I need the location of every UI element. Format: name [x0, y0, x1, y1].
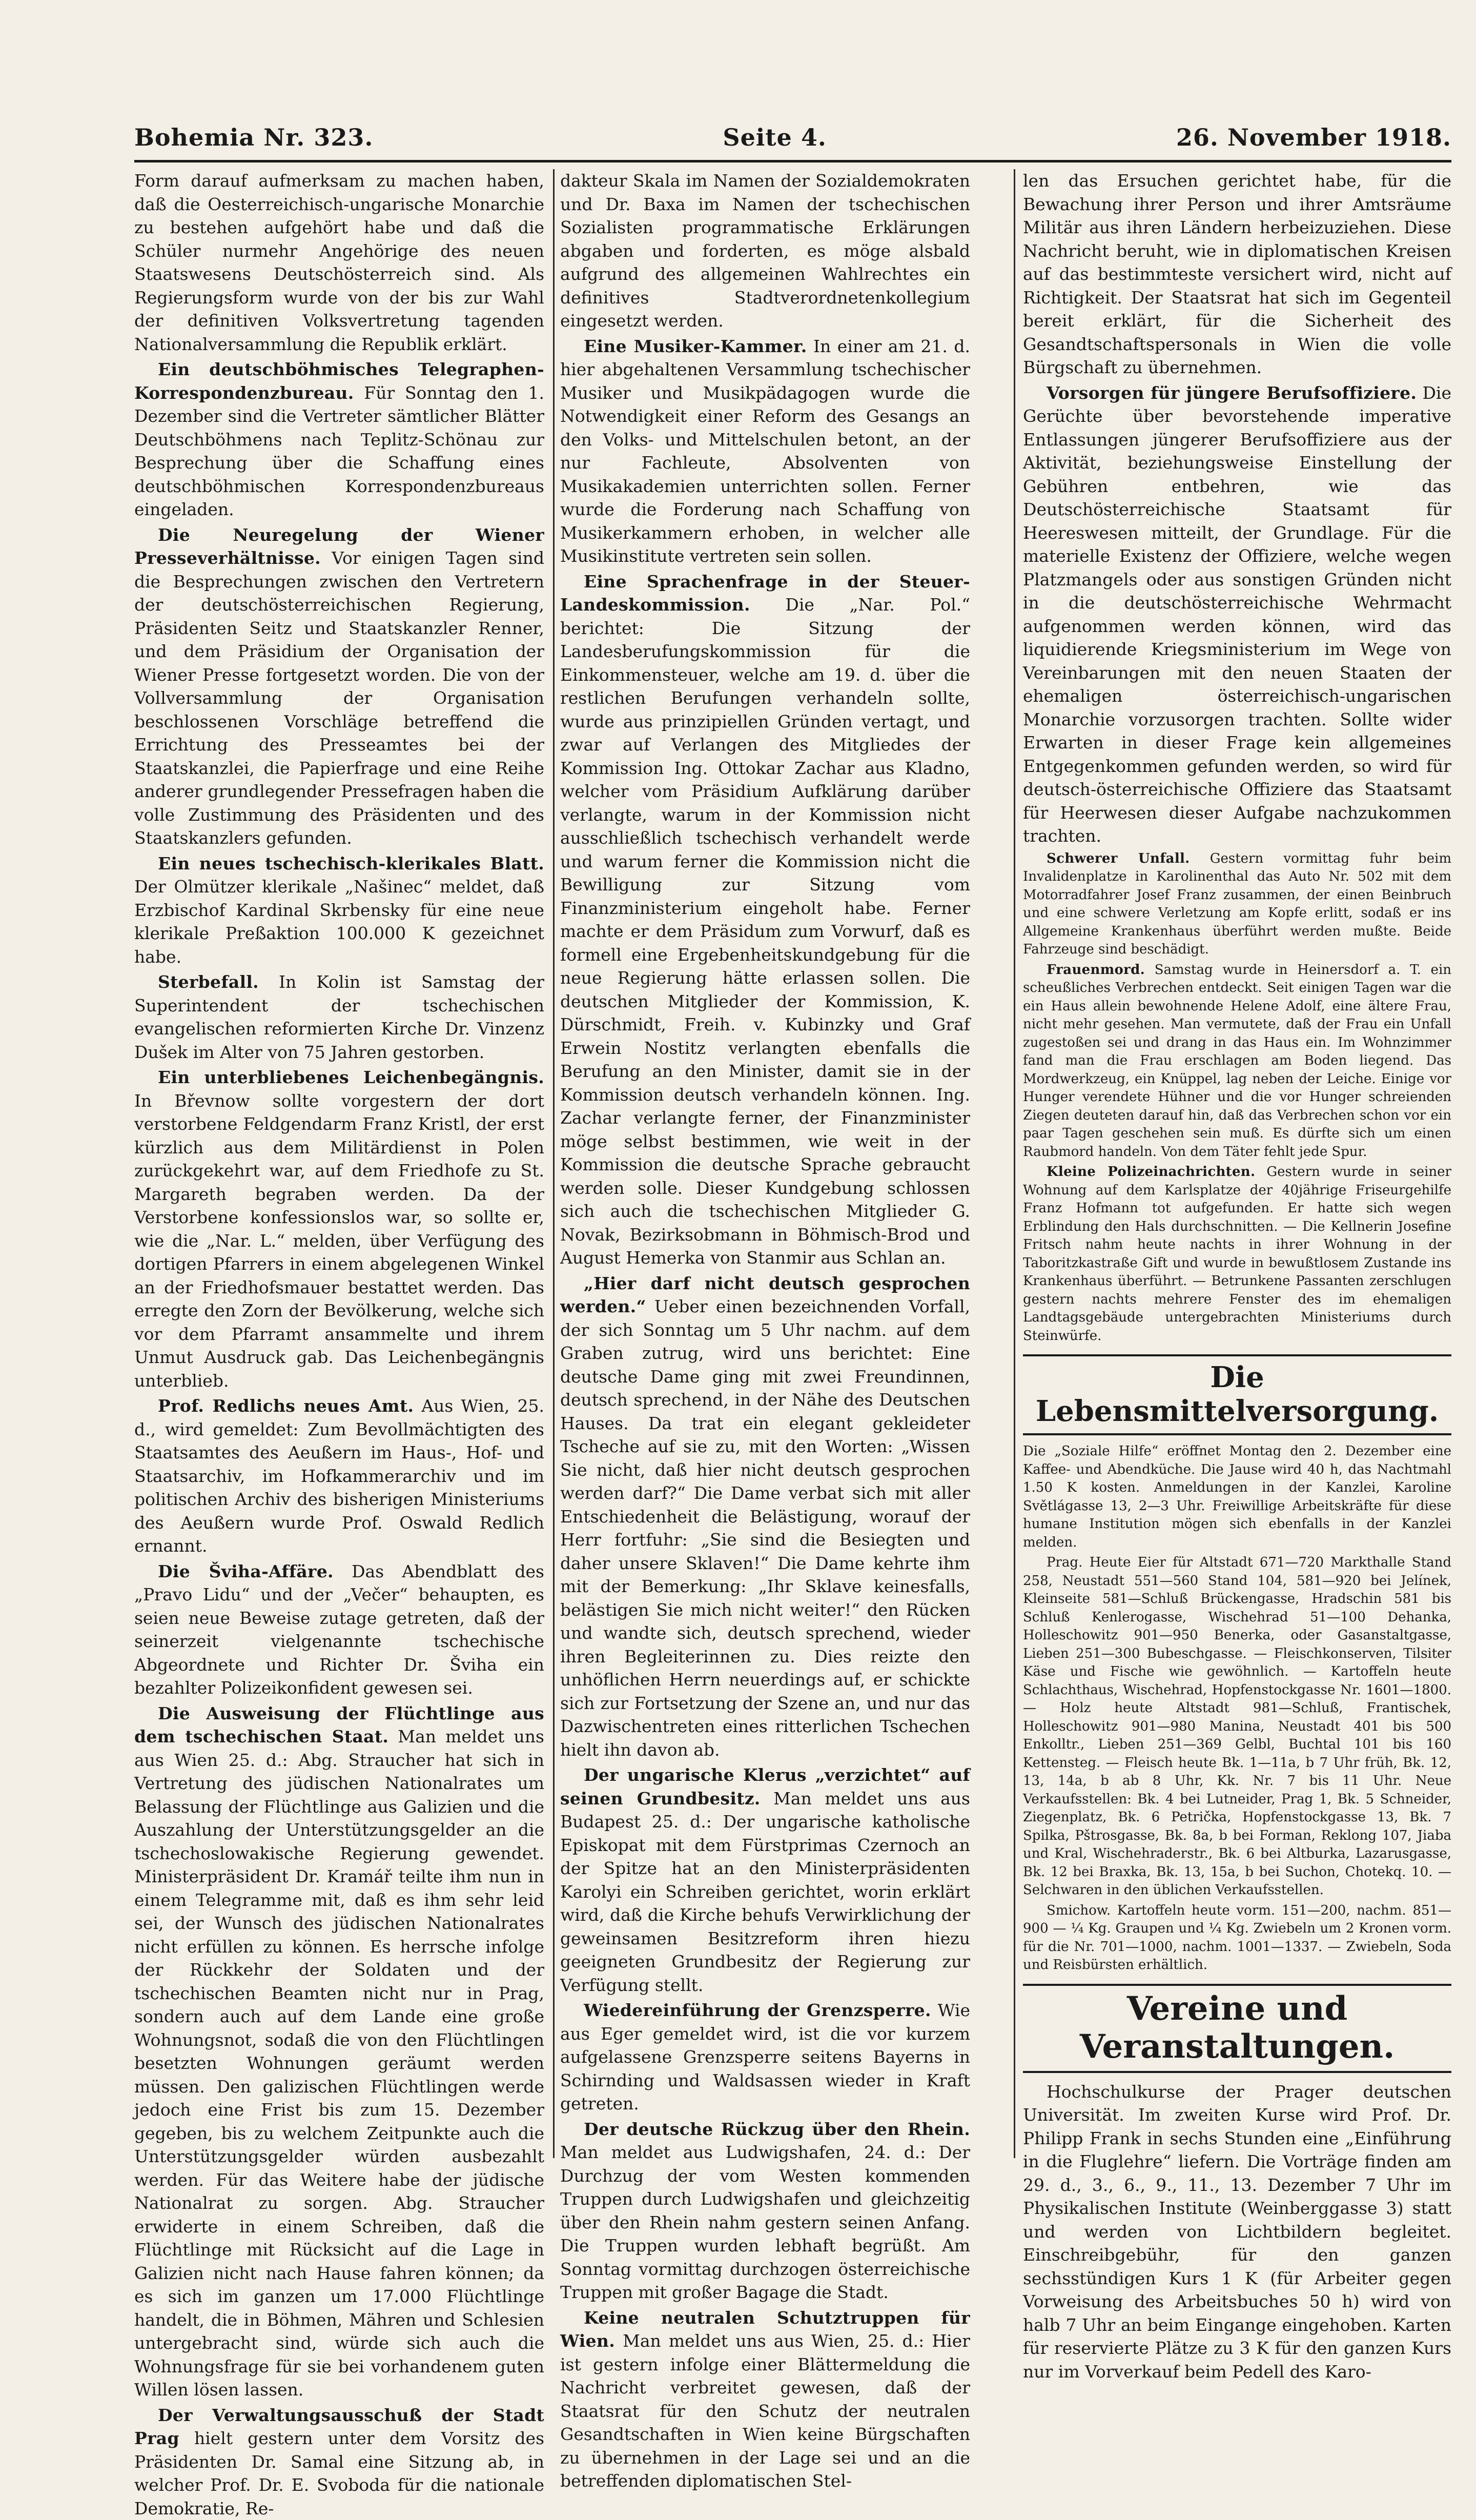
article-text: Man meldet uns aus Wien 25. d.: Abg. Straucher hat sich in Vertretung des jüdischen Nationalrates um Belassung der Flüchtlinge aus Galizien und die Auszahlung der Unterstützungsgelder an die tschechoslowakische Regierung gewendet. Ministerpräsident Dr. Kramář teilte ihm nun in einem Telegramme mit, daß es ihm sehr leid sei, der Wunsch des jüdischen Nationalrates nicht erfüllen zu können. Es herrsche infolge der Rückkehr der Soldaten und der tschechischen Beamten nicht nur in Prag, sondern auch auf dem Lande eine große Wohnungsnot, sodaß die von den Flüchtlingen besetzten Wohnungen geräumt werden müssen. Den galizischen Flüchtlingen werde jedoch eine Frist bis zum 15. Dezember gegeben, bis zu welchem Zeitpunkte auch die Unterstützungsgelder würden ausbezahlt werden. Für das Weitere habe der jüdische Nationalrat zu sorgen. Abg. Straucher erwiderte in einem Schreiben, daß die Flüchtlinge mit Rücksicht auf die Lage in Galizien nicht nach Hause fahren können; da es sich im ganzen um 17.000 Flüchtlinge handelt, die in Böhmen, Mähren und Schlesien untergebracht sind, würde sich auch die Wohnungsfrage für sie bei vorhandenem guten Willen lösen lassen.: [134, 1726, 544, 2400]
column-2: [560, 169, 970, 2158]
article: [1023, 169, 1451, 379]
article-text: Die Gerüchte über bevorstehende imperative Entlassungen jüngerer Berufsoffiziere aus der Aktivität, beziehungsweise Einstellung der Gebühren entbehren, wie das Deutschösterreichische Staatsamt für Heereswesen mitteilt, der Grundlage. Für die materielle Existenz der Offiziere, welche wegen Platzmangels oder aus sonstigen Gründen nicht in die deutschösterreichische Wehrmacht aufgenommen werden können, wird das liquidierende Kriegsministerium im Wege von Vereinbarungen mit den neuen Staaten der ehemaligen österreichisch-ungarischen Monarchie vorzusorgen trachten. Sollte wider Erwarten in dieser Frage kein allgemeines Entgegenkommen gefunden werden, so wird für deutsch-österreichische Offiziere das Staatsamt für Heerwesen dieser Aufgabe nachzukommen trachten.: [1023, 383, 1451, 846]
masthead-rule: [134, 160, 1451, 162]
article: [1023, 850, 1451, 959]
article-headline: Frauenmord.: [1047, 962, 1145, 978]
article-text: Wie aus Eger gemeldet wird, ist die vor kurzem aufgelassene Grenzsperre seitens Bayerns in Schirnding und Waldsassen wieder in Kraft getreten.: [560, 2000, 970, 2113]
article: [134, 1394, 544, 1558]
article: [560, 1272, 970, 1762]
article: [134, 2404, 544, 2520]
masthead: [134, 122, 1451, 153]
article: [1023, 381, 1451, 848]
article-text: Das Abendblatt des „Pravo Lidu“ und der „Večer“ behaupten, es seien neue Beweise zutage getreten, daß der seinerzeit vielgenannte tschechische Abgeordnete und Richter Dr. Šviha ein bezahlter Polizeikonfident gewesen sei.: [134, 1561, 544, 1698]
article-paragraph: Die „Soziale Hilfe“ eröffnet Montag den 2. Dezember eine Kaffee- und Abendküche. Die Jause wird 40 h, das Nachtmahl 1.50 K kosten. Anmeldungen in der Kanzlei, Karoline Světlágasse 13, 2—3 Uhr. Freiwillige Arbeitskräfte für diese humane Institution mögen sich ebenfalls in der Kanzlei melden.: [1023, 1442, 1451, 1552]
article-text: In Kolin ist Samstag der Superintendent der tschechischen evangelischen reformierten Kirche Dr. Vinzenz Dušek im Alter von 75 Jahren gestorben.: [134, 972, 544, 1062]
article: [134, 852, 544, 969]
article-text: In Břevnow sollte vorgestern der dort verstorbene Feldgendarm Franz Kristl, der erst kürzlich aus dem Militärdienst in Polen zurückgekehrt war, auf dem Friedhofe zu St. Margareth begraben werden. Da der Verstorbene konfessionslos war, so sollte er, wie die „Nar. L.“ melden, über Verfügung des dortigen Pfarrers in einem abgelegenen Winkel an der Friedhofsmauer bestattet werden. Das erregte den Zorn der Bevölkerung, welche sich vor dem Pfarramt ansammelte und ihrem Unmut Ausdruck gab. Das Leichenbegängnis unterblieb.: [134, 1091, 544, 1391]
article: [134, 970, 544, 1064]
article-headline: Ein unterbliebenes Leichenbegängnis.: [158, 1067, 544, 1087]
article: [1023, 961, 1451, 1162]
article: [560, 1999, 970, 2116]
article: [134, 1560, 544, 1700]
article-text: dakteur Skala im Namen der Sozialdemokraten und Dr. Baxa im Namen der tschechischen Sozialisten programmatische Erklärungen abgaben und forderten, es möge alsbald aufgrund des allgemeinen Wahlrechtes ein definitives Stadtverordnetenkollegium eingesetzt werden.: [560, 171, 970, 331]
article-text: Für Sonntag den 1. Dezember sind die Vertreter sämtlicher Blätter Deutschböhmens nach Teplitz-Schönau zur Besprechung über die Schaffung eines deutschböhmischen Korrespondenzbureaus eingeladen.: [134, 383, 544, 520]
article-headline: Eine Sprachenfrage in der Steuer-Landeskommission.: [560, 572, 970, 615]
article-paragraph: Prag. Heute Eier für Altstadt 671—720 Markthalle Stand 258, Neustadt 551—560 Stand 104, 581—920 bei Jelínek, Kleinseite 581—Schluß Brückengasse, Hradschin 581 bis Schluß Kenlerogasse, Wischehrad 51—100 Dehanka, Holleschowitz 901—950 Benerka, oder Gasanstaltgasse, Lieben 251—300 Bubeschgasse. — Fleischkonserven, Tilsiter Käse und Fische wie gewöhnlich. — Kartoffeln heute Schlachthaus, Wischehrad, Hopfenstockgasse Nr. 1601—1800. — Holz heute Altstadt 981—Schluß, Frantischek, Holleschowitz 901—980 Manina, Neustadt 401 bis 500 Enkolltr., Lieben 251—369 Gelbl, Buchtal 101 bis 160 Kettensteg. — Fleisch heute Bk. 1—11a, b 7 Uhr früh, Bk. 12, 13, 14a, b ab 8 Uhr, Kk. Nr. 7 bis 11 Uhr. Neue Verkaufsstellen: Bk. 4 bei Lutneider, Prag 1, Bk. 5 Schneider, Ziegenplatz, Bk. 6 Petrička, Hopfenstockgasse 13, Bk. 7 Spilka, Pštrosgasse, Bk. 8a, b bei Forman, Reklong 107, Jiaba und Kral, Wischehraderstr., Bk. 6 bei Altburka, Lazarusgasse, Bk. 12 bei Braxka, Bk. 13, 15a, b bei Suchon, Chotekq. 10. — Selchwaren in den üblichen Verkaufsstellen.: [1023, 1554, 1451, 1900]
article-paragraph: Hochschulkurse der Prager deutschen Universität. Im zweiten Kurse wird Prof. Dr. Philipp Frank in sechs Stunden eine „Einführung in die Fluglehre“ liefern. Die Vorträge finden am 29. d., 3., 6., 9., 11., 13. Dezember 7 Uhr im Physikalischen Institute (Weinberggasse 3) statt und werden von Lichtbildern begleitet. Einschreibgebühr, für den ganzen sechsstündigen Kurs 1 K (für Arbeiter gegen Vorweisung des Arbeitsbuches 50 h) wird von halb 7 Uhr an beim Eingange eingehoben. Karten für reservierte Plätze zu 3 K für den ganzen Kurs nur im Vorverkauf beim Pedell des Karo-: [1023, 2080, 1451, 2384]
article-headline: „Hier darf nicht deutsch gesprochen werden.“: [560, 1273, 970, 1317]
article-text: Man meldet uns aus Wien, 25. d.: Hier ist gestern infolge einer Blättermeldung die Nachricht verbreitet gewesen, daß der Staatsrat für den Schutz der neutralen Gesandtschaften in Wien keine Bürgschaften zu übernehmen in der Lage sei und an die betreffenden diplomatischen Stel-: [560, 2331, 970, 2491]
article-text: Gestern wurde in seiner Wohnung auf dem Karlsplatze der 40jährige Friseurgehilfe Franz Hofmann tot aufgefunden. Er hatte sich wegen Erblindung den Hals durchschnitten. — Die Kellnerin Josefine Fritsch nahm heute nachts in ihrer Wohnung in der Taboritzkastraße Gift und wurde in bewußtlosem Zustande ins Krankenhaus überführt. — Betrunkene Passanten zerschlugen gestern nachts mehrere Fenster des im ehemaligen Landtagsgebäude untergebrachten Ministeriums durch Steinwürfe.: [1023, 1164, 1451, 1344]
article: [560, 335, 970, 568]
article: [560, 169, 970, 333]
article-headline: Ein neues tschechisch-klerikales Blatt.: [158, 853, 544, 873]
article-text: Man meldet aus Ludwigshafen, 24. d.: Der Durchzug der vom Westen kommenden Truppen durch Ludwigshafen und gleichzeitig über den Rhein nahm gestern seinen Anfang. Die Truppen wurden lebhaft begrüßt. Am Sonntag vormittag durchzogen österreichische Truppen mit großer Bagage die Stadt.: [560, 2142, 970, 2302]
article-text: Samstag wurde in Heinersdorf a. T. ein scheußliches Verbrechen entdeckt. Seit einigen Tagen war die ein Haus allein bewohnende Helene Adolf, eine ältere Frau, nicht mehr gesehen. Man vermutete, daß der Frau ein Unfall zugestoßen sei und drang in das Haus ein. Im Wohnzimmer fand man die Frau erschlagen am Boden liegend. Das Mordwerkzeug, ein Knüppel, lag neben der Leiche. Einige vor Hunger verendete Hühner und die vor Hunger schreienden Ziegen deuteten darauf hin, daß das Verbrechen schon vor ein paar Tagen geschehen sein muß. Es dürfte sich um einen Raubmord handeln. Von dem Täter fehlt jede Spur.: [1023, 962, 1451, 1160]
column-1: [134, 169, 544, 2158]
article-headline: Der ungarische Klerus „verzichtet“ auf seinen Grundbesitz.: [560, 1765, 970, 1808]
article-headline: Prof. Redlichs neues Amt.: [158, 1396, 414, 1416]
column-divider: [553, 169, 555, 2158]
article: [134, 1066, 544, 1392]
article-text: Der Olmützer klerikale „Našinec“ meldet, daß Erzbischof Kardinal Skrbensky für eine neue klerikale Preßaktion 100.000 K gezeichnet habe.: [134, 877, 544, 967]
article: [560, 2306, 970, 2493]
article-text: Ueber einen bezeichnenden Vorfall, der sich Sonntag um 5 Uhr nachm. auf dem Graben zutrug, wird uns berichtet: Eine deutsche Dame ging mit zwei Freundinnen, deutsch sprechend, in der Nähe des Deutschen Hauses. Da trat ein elegant gekleideter Tscheche auf sie zu, mit den Worten: „Wissen Sie nicht, daß hier nicht deutsch gesprochen werden darf?“ Die Dame verbat sich mit aller Entschiedenheit die Belästigung, worauf der Herr fortfuhr: „Sie sind die Besiegten und daher unsere Sklaven!“ Die Dame kehrte ihm mit der Bemerkung: „Ihr Sklave keinesfalls, belästigen Sie mich nicht weiter!“ den Rücken und wandte sich, deutsch sprechend, wieder ihren Begleiterinnen zu. Dies reizte den unhöflichen Herrn neuerdings auf, er schickte sich zur Fortsetzung der Szene an, und nur das Dazwischentreten eines ritterlichen Tschechen hielt ihn davon ab.: [560, 1296, 970, 1760]
article-text: Vor einigen Tagen sind die Besprechungen zwischen den Vertretern der deutschösterreichischen Regierung, Präsidenten Seitz und Staatskanzler Renner, und dem Präsidium der Organisation der Wiener Presse fortgesetzt worden. Die von der Vollversammlung der Organisation beschlossenen Vorschläge betreffend die Errichtung des Presseamtes bei der Staatskanzlei, die Papierfrage und eine Reihe anderer grundlegender Pressefragen haben die volle Zustimmung des Präsidenten und des Staatskanzlers gefunden.: [134, 548, 544, 848]
article-text: hielt gestern unter dem Vorsitz des Präsidenten Dr. Samal eine Sitzung ab, in welcher Prof. Dr. E. Svoboda für die nationale Demokratie, Re-: [134, 2428, 544, 2518]
article-text: Aus Wien, 25. d., wird gemeldet: Zum Bevollmächtigten des Staatsamtes des Aeußern im Haus-, Hof- und Staatsarchiv, im Hofkammerarchiv und im politischen Archiv des bisherigen Ministeriums des Aeußern wurde Prof. Oswald Redlich ernannt.: [134, 1396, 544, 1556]
article-headline: Die Šviha-Affäre.: [158, 1561, 334, 1581]
article-text: Form darauf aufmerksam zu machen haben, daß die Oesterreichisch-ungarische Monarchie zu bestehen aufgehört habe und daß die Schüler nurmehr Angehörige des neuen Staatswesens Deutschösterreich sind. Als Regierungsform wurde von der bis zur Wahl der definitiven Volksvertretung tagenden Nationalversammlung die Republik erklärt.: [134, 171, 544, 354]
article-headline: Sterbefall.: [158, 972, 259, 992]
article: [560, 2118, 970, 2304]
article-headline: Die Ausweisung der Flüchtlinge aus dem tschechischen Staat.: [134, 1703, 544, 1747]
article-headline: Vorsorgen für jüngere Berufsoffiziere.: [1047, 383, 1417, 403]
article-headline: Der deutsche Rückzug über den Rhein.: [584, 2119, 970, 2139]
column-3-news: [1023, 169, 1451, 848]
lebensmittel-heading: Die Lebensmittelversorgung.: [1023, 1354, 1451, 1435]
article: [134, 169, 544, 356]
lebensmittel-section: [1023, 1442, 1451, 1975]
article-headline: Der Verwaltungsausschuß der Stadt Prag: [134, 2405, 544, 2449]
column-3-local-news: [1023, 850, 1451, 1346]
article-headline: Wiedereinführung der Grenzsperre.: [584, 2000, 931, 2020]
vereine-section: [1023, 2080, 1451, 2384]
vereine-heading: Vereine und Veranstaltungen.: [1023, 1984, 1451, 2073]
issue-date: 26. November 1918.: [1176, 124, 1451, 151]
article-text: Gestern vormittag fuhr beim Invalidenplatze in Karolinenthal das Auto Nr. 502 mit dem Motorradfahrer Josef Franz zusammen, der einen Beinbruch und eine schwere Verletzung am Kopfe erlitt, sodaß er ins Allgemeine Krankenhaus überführt werden mußte. Beide Fahrzeuge sind beschädigt.: [1023, 851, 1451, 958]
article: [560, 570, 970, 1270]
article-headline: Die Neuregelung der Wiener Presseverhältnisse.: [134, 525, 544, 568]
article-headline: Keine neutralen Schutztruppen für Wien.: [560, 2308, 970, 2351]
article-text: len das Ersuchen gerichtet habe, für die Bewachung ihrer Person und ihrer Amtsräume Militär aus ihren Ländern herbeizuziehen. Diese Nachricht beruht, wie in diplomatischen Kreisen auf das bestimmteste versichert wird, nicht auf Richtigkeit. Der Staatsrat hat sich im Gegenteil bereit erklärt, für die Sicherheit des Gesandtschaftspersonals in Wien die volle Bürgschaft zu übernehmen.: [1023, 171, 1451, 377]
column-divider: [1014, 169, 1015, 2158]
article-headline: Kleine Polizeinachrichten.: [1047, 1164, 1255, 1180]
page-number: Seite 4.: [723, 124, 827, 151]
article-text: Die „Nar. Pol.“ berichtet: Die Sitzung der Landesberufungskommission für die Einkommensteuer, welche am 19. d. über die restlichen Berufungen verhandeln sollte, wurde aus prinzipiellen Gründen vertagt, und zwar auf Verlangen des Mitgliedes der Kommission Ing. Ottokar Zachar aus Kladno, welcher vom Präsidium Aufklärung darüber verlangte, warum in der Kommission nicht ausschließlich tschechisch verhandelt werde und warum ferner die Kommission nicht die Bewilligung zur Sitzung vom Finanzministerium eingeholt habe. Ferner machte er dem Präsidum zum Vorwurf, daß es formell eine Ergebenheitskundgebung für die neue Regierung hätte erlassen sollen. Die deutschen Mitglieder der Kommission, K. Dürschmidt, Freih. v. Kubinzky und Graf Erwein Nostitz verlangten ebenfalls die Berufung an den Minister, damit sie in der Kommission deutsch verhandeln können. Ing. Zachar verlangte ferner, der Finanzminister möge selbst bestimmen, wie weit in der Kommission die deutsche Sprache gebraucht werden solle. Dieser Kundgebung schlossen sich auch die tschechischen Mitglieder G. Novak, Bezirksobmann in Böhmisch-Brod und August Hemerka von Stanmir aus Schlan an.: [560, 595, 970, 1268]
masthead-title: Bohemia Nr. 323.: [134, 124, 373, 151]
article-paragraph: Smichow. Kartoffeln heute vorm. 151—200, nachm. 851—900 — ¼ Kg. Graupen und ¼ Kg. Zwiebeln um 2 Kronen vorm. für die Nr. 701—1000, nachm. 1001—1337. — Zwiebeln, Soda und Reisbürsten erhältlich.: [1023, 1902, 1451, 1975]
article: [134, 523, 544, 850]
article-text: Man meldet uns aus Budapest 25. d.: Der ungarische katholische Episkopat mit dem Fürstprimas Czernoch an der Spitze hat an den Ministerpräsidenten Karolyi ein Schreiben gerichtet, worin erklärt wird, daß die Kirche behufs Verwirklichung der geweinsamen Besitzreform ihren hiezu geeigneten Grundbesitz der Regierung zur Verfügung stellt.: [560, 1789, 970, 1995]
article: [1023, 1163, 1451, 1345]
article-headline: Schwerer Unfall.: [1047, 851, 1190, 866]
article: [560, 1763, 970, 1997]
column-3: [1023, 169, 1451, 2158]
article: [134, 358, 544, 521]
article-headline: Eine Musiker-Kammer.: [584, 336, 807, 356]
article-text: In einer am 21. d. hier abgehaltenen Versammlung tschechischer Musiker und Musikpädagogen wurde die Notwendigkeit einer Reform des Gesangs an den Volks- und Mittelschulen betont, an der nur Fachleute, Absolventen von Musikakademien unterrichten sollen. Ferner wurde die Forderung nach Schaffung von Musikerkammern erhoben, in welcher alle Musikinstitute vertreten sein sollen.: [560, 336, 970, 566]
article-headline: Ein deutschböhmisches Telegraphen-Korrespondenzbureau.: [134, 359, 544, 403]
article: [134, 1702, 544, 2402]
